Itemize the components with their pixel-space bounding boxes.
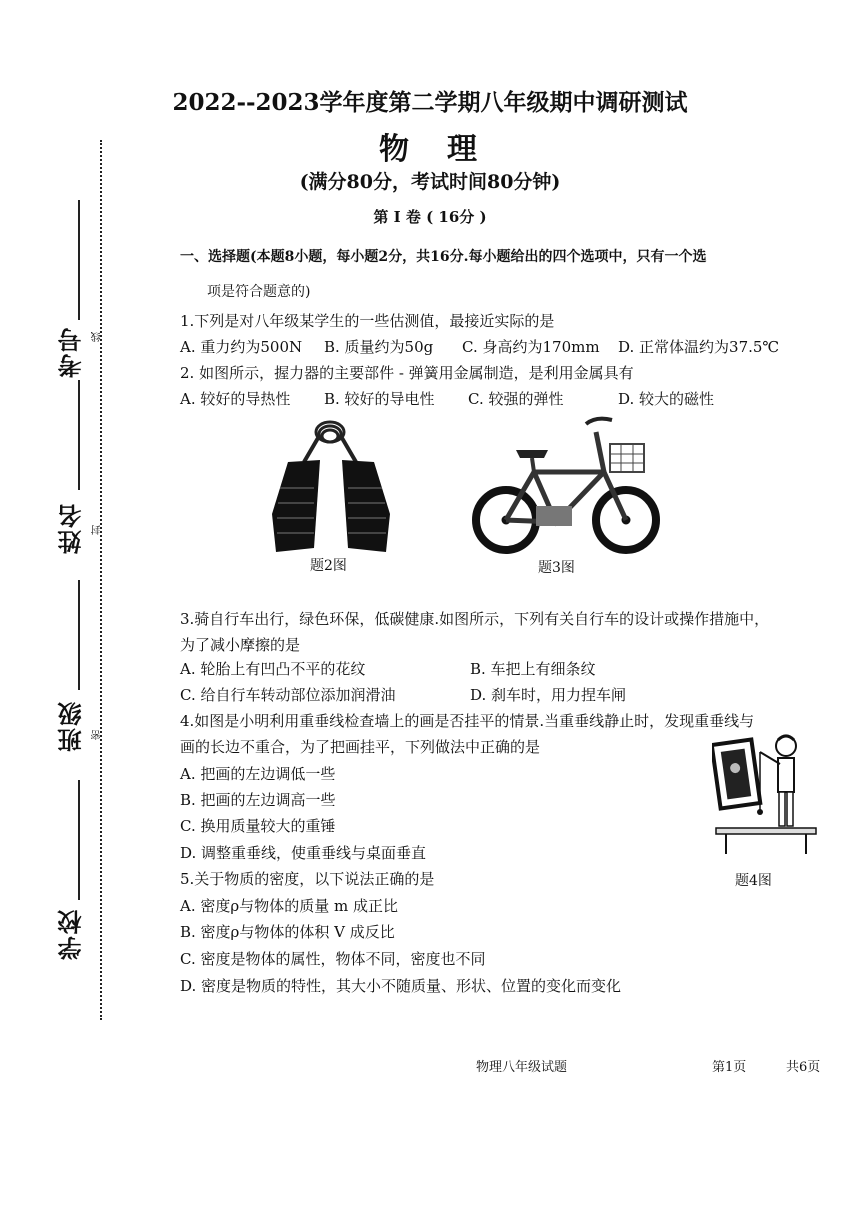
q1-option-b: B. 质量约为50g (324, 338, 434, 356)
section1-line1: 一、选择题(本题8小题，每小题2分，共16分.每小题给出的四个选项中，只有一个选 (180, 249, 707, 265)
bicycle-figure (464, 410, 664, 560)
school-line (78, 780, 80, 900)
line-mark: 线 (92, 332, 103, 342)
handlebar (586, 419, 612, 424)
q3-option-d: D. 刹车时，用力捏车闸 (470, 686, 627, 704)
footer-subject: 物理八年级试题 (476, 1060, 568, 1075)
footer-total: 共6页 (786, 1060, 821, 1075)
q5-option-a: A. 密度ρ与物体的质量 m 成正比 (180, 897, 398, 915)
q1-option-d: D. 正常体温约为37.5℃ (618, 338, 780, 356)
exam-title: 2022--2023学年度第二学期八年级期中调研测试 (172, 89, 688, 116)
seal-mark: 封 (92, 525, 103, 535)
q4-option-b: B. 把画的左边调高一些 (180, 791, 336, 809)
volume-heading: 第 I 卷 ( 16分 ) (373, 208, 487, 226)
seat (516, 450, 548, 458)
front-basket (610, 444, 644, 472)
fig3-caption: 题3图 (538, 560, 575, 576)
school-label: 学校 (57, 908, 86, 960)
q2-option-c: C. 较强的弹性 (468, 390, 564, 408)
q5-option-d: D. 密度是物质的特性，其大小不随质量、形状、位置的变化而变化 (180, 977, 622, 995)
class-line (78, 580, 80, 690)
q4-stem-line2: 画的长边不重合，为了把画挂平，下列做法中正确的是 (180, 738, 541, 756)
subject-title: 物 理 (379, 132, 481, 167)
name-line (78, 380, 80, 490)
q2-stem: 2. 如图所示，握力器的主要部件 - 弹簧用金属制造，是利用金属具有 (180, 364, 634, 382)
spring-coil (316, 422, 344, 442)
table (716, 828, 816, 854)
q4-stem-line1: 4.如图是小明利用重垂线检查墙上的画是否挂平的情景.当重垂线静止时，发现重垂线与 (180, 712, 755, 730)
q1-option-a: A. 重力约为500N (180, 338, 303, 356)
secret-mark: 密 (92, 730, 103, 740)
left-handle (272, 460, 320, 552)
section1-line2: 项是符合题意的) (207, 284, 311, 300)
chain-guard (536, 506, 572, 526)
q3-option-c: C. 给自行车转动部位添加润滑油 (180, 686, 396, 704)
fig4-caption: 题4图 (735, 873, 772, 889)
q3-stem-line1: 3.骑自行车出行，绿色环保，低碳健康.如图所示，下列有关自行车的设计或操作措施中， (180, 610, 770, 628)
q5-option-c: C. 密度是物体的属性，物体不同，密度也不同 (180, 950, 486, 968)
binding-dotted-line (100, 140, 102, 1020)
fig2-caption: 题2图 (310, 558, 347, 574)
q3-option-b: B. 车把上有细条纹 (470, 660, 596, 678)
q3-option-a: A. 轮胎上有凹凸不平的花纹 (180, 660, 366, 678)
boy (760, 736, 796, 826)
q5-stem: 5.关于物质的密度，以下说法正确的是 (180, 870, 435, 888)
plumb-line-figure (712, 728, 822, 858)
plumb-bob (757, 809, 763, 815)
q2-option-d: D. 较大的磁性 (618, 390, 715, 408)
exam-no-label: 考号 (57, 326, 86, 378)
q3-stem-line2: 为了减小摩擦的是 (180, 636, 301, 654)
q1-option-c: C. 身高约为170mm (462, 338, 600, 356)
q4-option-a: A. 把画的左边调低一些 (180, 765, 336, 783)
right-handle (342, 460, 390, 552)
q2-option-a: A. 较好的导热性 (180, 390, 291, 408)
q4-option-c: C. 换用质量较大的重锤 (180, 817, 336, 835)
name-label: 姓名 (57, 502, 86, 554)
q5-option-b: B. 密度ρ与物体的体积 V 成反比 (180, 923, 395, 941)
hand-gripper-figure (258, 418, 408, 558)
q4-option-d: D. 调整重垂线，使重垂线与桌面垂直 (180, 844, 427, 862)
tilted-picture (712, 740, 760, 809)
footer-page: 第1页 (712, 1060, 747, 1075)
q2-option-b: B. 较好的导电性 (324, 390, 435, 408)
q1-stem: 1.下列是对八年级某学生的一些估测值，最接近实际的是 (180, 312, 555, 330)
exam-info: (满分80分，考试时间80分钟) (299, 171, 561, 193)
class-label: 班级 (57, 700, 86, 752)
